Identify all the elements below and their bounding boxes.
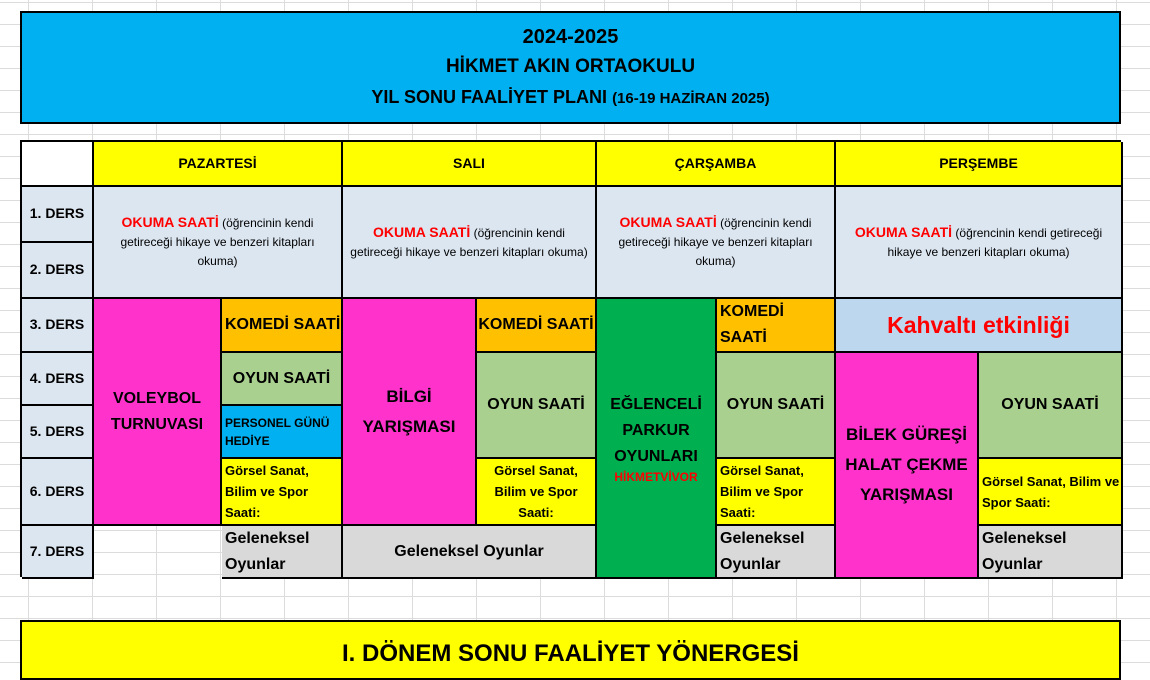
period-label-3: 3. DERS — [22, 299, 94, 353]
plan-header — [20, 11, 1121, 124]
game-hour-wednesday: OYUN SAATİ — [717, 353, 836, 459]
parkour-games — [597, 299, 717, 579]
comedy-hour-monday: KOMEDİ SAATİ — [222, 299, 343, 353]
plan-title — [371, 82, 769, 114]
school-year: 2024-2025 — [522, 25, 619, 48]
traditional-games-tuesday: Geleneksel Oyunlar — [343, 526, 597, 579]
reading-hour-thursday — [836, 187, 1123, 299]
arts-science-sports-tuesday: Görsel Sanat, Bilim ve Spor Saati: — [477, 459, 597, 526]
reading-hour-tuesday — [343, 187, 597, 299]
period-label-5: 5. DERS — [22, 406, 94, 459]
game-hour-tuesday: OYUN SAATİ — [477, 353, 597, 459]
period-label-4: 4. DERS — [22, 353, 94, 406]
arts-science-sports-thursday: Görsel Sanat, Bilim ve Spor Saati: — [979, 459, 1123, 526]
footer-title: I. DÖNEM SONU FAALİYET YÖNERGESİ — [342, 640, 799, 667]
period-label-1: 1. DERS — [22, 187, 94, 243]
quiz-competition: BİLGİ YARIŞMASI — [343, 299, 477, 526]
day-header-monday: PAZARTESİ — [94, 142, 343, 187]
arts-science-sports-wednesday: Görsel Sanat, Bilim ve Spor Saati: — [717, 459, 836, 526]
staff-day-gift: PERSONEL GÜNÜ HEDİYE — [222, 406, 343, 459]
reading-desc: (öğrencinin kendi getireceği hikaye ve benzeri kitapları okuma) — [618, 216, 813, 268]
reading-hour-wednesday — [597, 187, 836, 299]
traditional-games-thursday: Geleneksel Oyunlar — [979, 526, 1123, 579]
traditional-games-wednesday: Geleneksel Oyunlar — [717, 526, 836, 579]
reading-title: OKUMA SAATİ — [373, 223, 471, 240]
day-header-tuesday: SALI — [343, 142, 597, 187]
plan-dates: (16-19 HAZİRAN 2025) — [612, 89, 770, 107]
parkour-title: EĞLENCELİ PARKUR OYUNLARI — [610, 395, 702, 465]
comedy-hour-tuesday: KOMEDİ SAATİ — [477, 299, 597, 353]
breakfast-event: Kahvaltı etkinliği — [836, 299, 1123, 353]
arts-science-sports-monday: Görsel Sanat, Bilim ve Spor Saati: — [222, 459, 343, 526]
reading-desc: (öğrencinin kendi getireceği hikaye ve benzeri kitapları okuma) — [887, 225, 1103, 259]
footer-banner — [20, 620, 1121, 680]
day-header-thursday: PERŞEMBE — [836, 142, 1123, 187]
game-hour-monday: OYUN SAATİ — [222, 353, 343, 406]
school-name: HİKMET AKIN ORTAOKULU — [445, 55, 696, 77]
volleyball-tournament: VOLEYBOL TURNUVASI — [94, 299, 222, 526]
game-hour-thursday: OYUN SAATİ — [979, 353, 1123, 459]
reading-title: OKUMA SAATİ — [121, 214, 219, 230]
period-label-2: 2. DERS — [22, 243, 94, 299]
reading-title: OKUMA SAATİ — [854, 223, 953, 240]
traditional-games-monday: Geleneksel Oyunlar — [222, 526, 343, 579]
period-label-6: 6. DERS — [22, 459, 94, 526]
reading-desc: (öğrencinin kendi getireceği hikaye ve benzeri kitapları okuma) — [120, 216, 315, 268]
parkour-subtitle: HİKMETVİVOR — [614, 469, 698, 484]
arm-wrestling-tug-of-war: BİLEK GÜREŞİ HALAT ÇEKME YARIŞMASI — [836, 353, 979, 579]
reading-hour-monday — [94, 187, 343, 299]
corner-cell — [22, 142, 94, 187]
plan-title-text: YIL SONU FAALİYET PLANI — [371, 86, 608, 107]
day-header-wednesday: ÇARŞAMBA — [597, 142, 836, 187]
period-label-7: 7. DERS — [22, 526, 94, 579]
comedy-hour-wednesday: KOMEDİ SAATİ — [717, 299, 836, 353]
schedule-table — [20, 140, 1121, 577]
reading-desc: (öğrencinin kendi getireceği hikaye ve benzeri kitapları okuma) — [350, 225, 588, 259]
reading-title: OKUMA SAATİ — [619, 214, 717, 230]
